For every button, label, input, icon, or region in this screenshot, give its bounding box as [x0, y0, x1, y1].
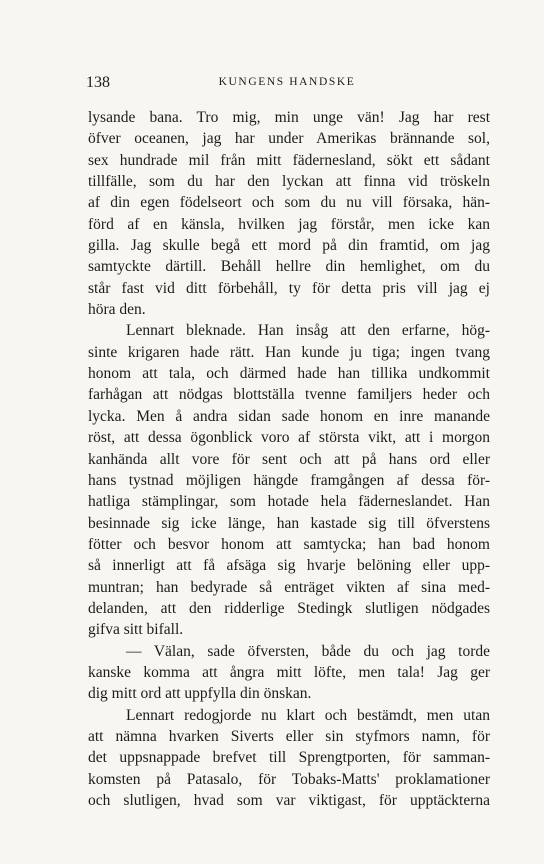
- text-line: förd af en känsla, hvilken jag förstår, men icke kan: [88, 215, 490, 233]
- text-line: höra den.: [88, 301, 146, 319]
- text-line: besinnade sig icke länge, han kastade sig till öfverstens: [88, 514, 490, 532]
- text-line: lysande bana. Tro mig, min unge vän! Jag har rest: [88, 109, 490, 126]
- text-line: så innerligt att få afsäga sig hvarje belöning eller upp-: [88, 557, 490, 575]
- text-line: samtyckte därtill. Behåll hellre din hemlighet, om du: [88, 258, 490, 276]
- text-line: gilla. Jag skulle begå ett mord på din framtid, om jag: [88, 237, 490, 255]
- text-line: delanden, att den ridderlige Stedingk slutligen nödgades: [88, 599, 490, 617]
- text-line: står fast vid ditt förbehåll, ty för detta pris vill jag ej: [88, 279, 490, 297]
- text-line: tillfälle, som du har den lyckan att finna vid tröskeln: [88, 173, 490, 191]
- text-line: kanske komma att ångra mitt löfte, men tala! Jag ger: [88, 663, 490, 681]
- page-number: 138: [86, 74, 110, 91]
- text-line: hans tystnad möjligen hängde framgången af dessa för-: [88, 471, 490, 489]
- text-line: Lennart bleknade. Han insåg att den erfarne, hög-: [126, 322, 490, 340]
- text-line: dig mitt ord att uppfylla din önskan.: [88, 685, 312, 703]
- text-line: Lennart redogjorde nu klart och bestämdt, men utan: [126, 706, 490, 724]
- text-line: lycka. Men å andra sidan sade honom en inre manande: [88, 407, 490, 425]
- text-line: komsten på Patasalo, för Tobaks-Matts' proklamationer: [88, 770, 490, 788]
- text-line: hatliga stämplingar, som hotade hela fäderneslandet. Han: [88, 493, 490, 511]
- text-line: muntran; han bedyrade så enträget vikten af sina med-: [88, 578, 490, 596]
- paragraph: [88, 320, 490, 640]
- page-header: [86, 74, 488, 94]
- text-line: kanhända allt vore för sent och att på hans ord eller: [88, 450, 490, 468]
- text-line: att nämna hvarken Siverts eller sin styfmors namn, för: [88, 727, 490, 745]
- text-line: af din egen födelseort och som du nu vill försaka, hän-: [88, 194, 490, 212]
- paragraph: [88, 107, 490, 320]
- text-line: honom att tala, och därmed hade han tillika undkommit: [88, 365, 490, 383]
- paragraph: [88, 641, 490, 705]
- text-line: farhågan att nödgas blottställa tvenne familjers heder och: [88, 386, 490, 404]
- paragraph: [88, 705, 490, 812]
- body-text: [88, 107, 490, 811]
- text-line: och slutligen, hvad som var viktigast, för upptäckterna: [88, 792, 490, 809]
- text-line: öfver oceanen, jag har under Amerikas brännande sol,: [88, 130, 490, 148]
- text-line: fötter och besvor honom att samtycka; han bad honom: [88, 535, 490, 553]
- text-line: — Välan, sade öfversten, både du och jag torde: [126, 642, 490, 660]
- text-line: det uppsnappade brefvet till Sprengtporten, för samman-: [88, 749, 490, 767]
- text-line: sinte krigaren hade rätt. Han kunde ju tiga; ingen tvang: [88, 343, 490, 361]
- text-line: gifva sitt bifall.: [88, 621, 184, 639]
- text-line: röst, att dessa ögonblick voro af största vikt, att i morgon: [88, 429, 490, 447]
- text-line: sex hundrade mil från mitt fädernesland, sökt ett sådant: [88, 151, 490, 169]
- running-title: KUNGENS HANDSKE: [218, 76, 356, 88]
